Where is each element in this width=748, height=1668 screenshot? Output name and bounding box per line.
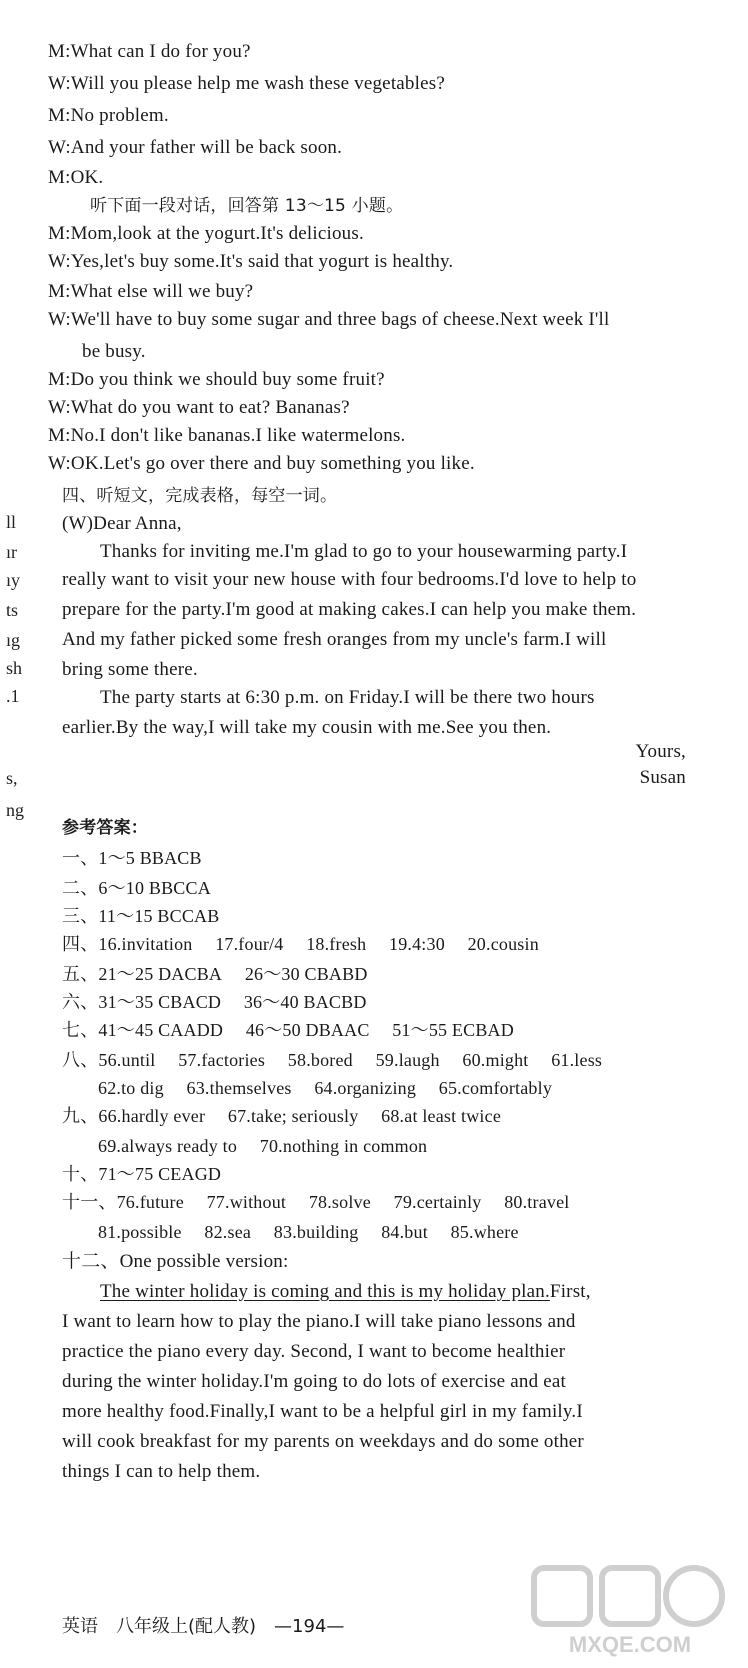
answer-item: 70.nothing in common: [259, 1136, 428, 1156]
answer-item: 78.solve: [308, 1192, 371, 1212]
letter-closing: Yours,: [635, 741, 686, 762]
answer-item: 83.building: [273, 1222, 359, 1242]
answer-row: [62, 904, 237, 928]
essay-topic-sentence: The winter holiday is coming and this is my holiday plan.: [100, 1281, 550, 1302]
margin-fragment: ıy: [6, 570, 21, 590]
answer-item: 十一、76.future: [62, 1192, 184, 1212]
answer-item: 77.without: [206, 1192, 287, 1212]
margin-fragment: ng: [6, 800, 24, 820]
dialogue-line: M:OK.: [48, 167, 104, 188]
margin-fragment: ts: [6, 600, 19, 620]
letter-line: And my father picked some fresh oranges from my uncle's farm.I will: [62, 629, 607, 650]
margin-fragment: ır: [6, 542, 17, 562]
dialogue-line: W:OK.Let's go over there and buy something you like.: [48, 453, 475, 474]
answer-item: 18.fresh: [306, 934, 367, 954]
answer-item: 57.factories: [178, 1050, 266, 1070]
answer-item: 59.laugh: [375, 1050, 440, 1070]
answer-row: [62, 1104, 519, 1128]
page-footer: 英语 八年级上(配人教) —194—: [62, 1616, 345, 1637]
dialogue-line: W:And your father will be back soon.: [48, 137, 343, 158]
essay-line: will cook breakfast for my parents on weekdays and do some other: [62, 1431, 584, 1452]
answer-item: 八、56.until: [62, 1050, 156, 1070]
letter-line: earlier.By the way,I will take my cousin with me.See you then.: [62, 717, 552, 738]
answer-row: [98, 1220, 537, 1244]
dialogue-line: M:Do you think we should buy some fruit?: [48, 369, 385, 390]
section4-instruction: 四、听短文，完成表格，每空一词。: [62, 486, 338, 506]
answers-title: 参考答案：: [62, 818, 148, 838]
letter-line: Thanks for inviting me.I'm glad to go to your housewarming party.I: [100, 541, 628, 562]
dialogue-line: be busy.: [82, 341, 146, 362]
answer-item: 五、21～25 DACBA: [62, 964, 223, 984]
letter-line: really want to visit your new house with four bedrooms.I'd love to help to: [62, 569, 637, 590]
svg-text:MXQE.COM: MXQE.COM: [568, 1632, 692, 1657]
answer-item: 67.take; seriously: [227, 1106, 359, 1126]
answer-item: 一、1～5 BBACB: [62, 848, 202, 868]
answer-item: 四、16.invitation: [62, 934, 193, 954]
answer-row: [62, 876, 229, 900]
answer-item: 19.4:30: [389, 934, 445, 954]
answer-item: 36～40 BACBD: [243, 992, 367, 1012]
margin-fragment: .1: [6, 686, 20, 706]
answer-item: 84.but: [381, 1222, 428, 1242]
answer-item: 20.cousin: [467, 934, 539, 954]
answer-item: 82.sea: [204, 1222, 252, 1242]
answer-item: 二、6～10 BBCCA: [62, 878, 211, 898]
answer-row: [62, 932, 557, 956]
answer-item: 64.organizing: [314, 1078, 417, 1098]
answer-item: 十、71～75 CEAGD: [62, 1164, 222, 1184]
margin-fragment: sh: [6, 658, 23, 678]
watermark-logo: [530, 1560, 730, 1660]
answer-item: 85.where: [450, 1222, 519, 1242]
answer-item: 六、31～35 CBACD: [62, 992, 222, 1012]
margin-fragment: ıg: [6, 630, 21, 650]
dialogue-line: W:Yes,let's buy some.It's said that yogurt is healthy.: [48, 251, 454, 272]
watermark-icon: [530, 1560, 730, 1660]
answer-item: 61.less: [551, 1050, 603, 1070]
answer-item: 七、41～45 CAADD: [62, 1020, 224, 1040]
answer-row: [62, 1048, 620, 1072]
essay-line: practice the piano every day. Second, I want to become healthier: [62, 1341, 566, 1362]
letter-line: The party starts at 6:30 p.m. on Friday.I will be there two hours: [100, 687, 595, 708]
dialogue-line: W:What do you want to eat? Bananas?: [48, 397, 350, 418]
essay-line: things I can to help them.: [62, 1461, 261, 1482]
essay-label: 十二、One possible version:: [62, 1251, 289, 1272]
answer-row: [98, 1076, 570, 1100]
essay-line: during the winter holiday.I'm going to do lots of exercise and eat: [62, 1371, 566, 1392]
answer-item: 26～30 CBABD: [244, 964, 368, 984]
answer-item: 69.always ready to: [98, 1136, 238, 1156]
answer-row: [62, 1018, 532, 1042]
dialogue-line: W:We'll have to buy some sugar and three bags of cheese.Next week I'll: [48, 309, 610, 330]
answer-row: [62, 1162, 239, 1186]
answer-item: 63.themselves: [186, 1078, 292, 1098]
answer-item: 17.four/4: [215, 934, 284, 954]
letter-line: bring some there.: [62, 659, 198, 680]
answer-row: [62, 990, 385, 1014]
answer-item: 62.to dig: [98, 1078, 164, 1098]
answer-item: 60.might: [462, 1050, 529, 1070]
answer-row: [98, 1134, 445, 1158]
dialogue-line: M:No problem.: [48, 105, 169, 126]
answer-item: 46～50 DBAAC: [245, 1020, 370, 1040]
answer-row: [62, 846, 220, 870]
essay-line: more healthy food.Finally,I want to be a helpful girl in my family.I: [62, 1401, 583, 1422]
answer-item: 80.travel: [504, 1192, 570, 1212]
answer-item: 三、11～15 BCCAB: [62, 906, 220, 926]
answer-item: 68.at least twice: [381, 1106, 502, 1126]
essay-first-rest: First,: [549, 1281, 591, 1302]
dialogue-line: M:No.I don't like bananas.I like watermelons.: [48, 425, 406, 446]
dialogue-line: M:Mom,look at the yogurt.It's delicious.: [48, 223, 364, 244]
answer-row: [62, 962, 386, 986]
answer-row: [62, 1190, 587, 1214]
dialogue-line: W:Will you please help me wash these vegetables?: [48, 73, 445, 94]
letter-salutation: (W)Dear Anna,: [62, 513, 182, 534]
letter-line: prepare for the party.I'm good at making cakes.I can help you make them.: [62, 599, 637, 620]
answer-item: 65.comfortably: [438, 1078, 553, 1098]
answer-item: 九、66.hardly ever: [62, 1106, 206, 1126]
margin-fragment: ll: [6, 512, 17, 532]
letter-signature: Susan: [639, 767, 686, 788]
answer-item: 81.possible: [98, 1222, 182, 1242]
dialogue-line: M:What can I do for you?: [48, 41, 251, 62]
margin-fragment: s,: [6, 768, 18, 788]
essay-first-line: [100, 1280, 591, 1304]
answer-item: 58.bored: [287, 1050, 353, 1070]
answer-item: 51～55 ECBAD: [392, 1020, 514, 1040]
answer-item: 79.certainly: [393, 1192, 482, 1212]
essay-line: I want to learn how to play the piano.I will take piano lessons and: [62, 1311, 576, 1332]
section3-instruction: 听下面一段对话，回答第 13～15 小题。: [90, 196, 404, 216]
dialogue-line: M:What else will we buy?: [48, 281, 254, 302]
